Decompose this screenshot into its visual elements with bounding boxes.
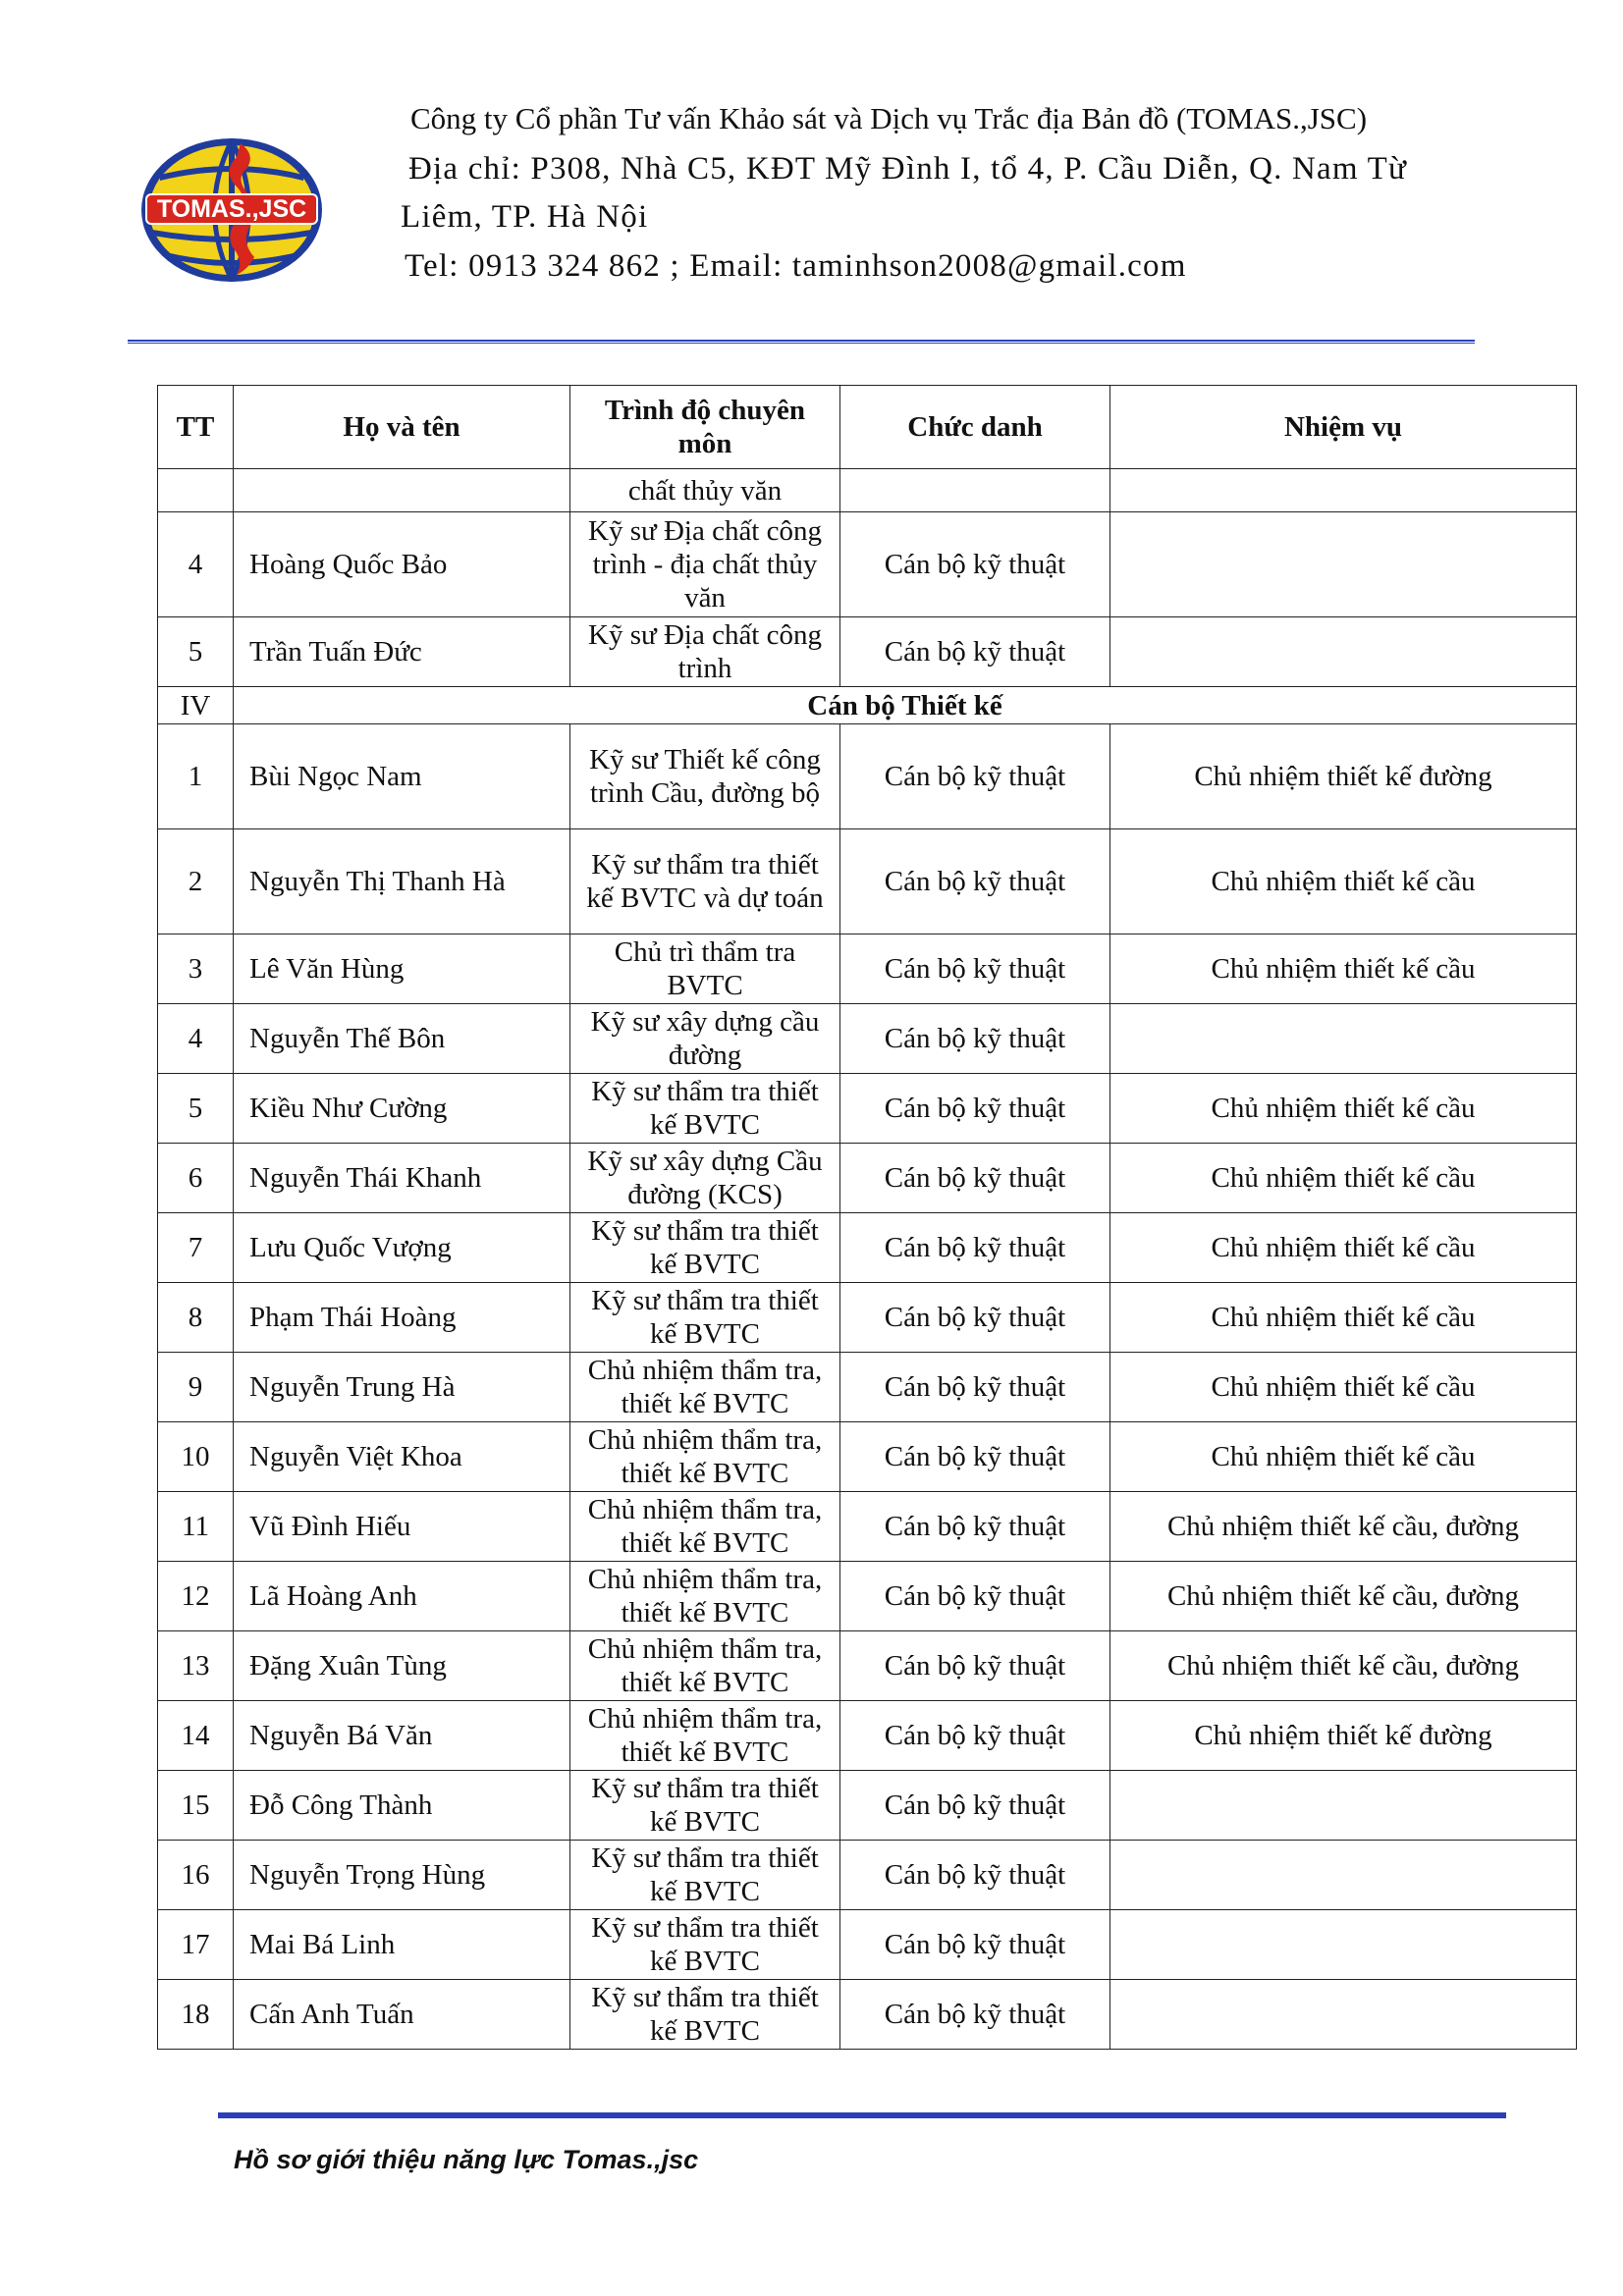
table-row <box>158 1980 1577 2050</box>
section-number: IV <box>158 687 234 724</box>
row-degree: Kỹ sư Địa chất công trình <box>570 617 840 687</box>
table-row <box>158 1701 1577 1771</box>
row-name: Đỗ Công Thành <box>234 1771 570 1841</box>
staff-table <box>157 385 1577 2050</box>
row-degree: Chủ nhiệm thẩm tra, thiết kế BVTC <box>570 1701 840 1771</box>
row-position: Cán bộ kỹ thuật <box>840 1841 1110 1910</box>
row-position: Cán bộ kỹ thuật <box>840 512 1110 617</box>
row-task <box>1110 469 1577 512</box>
svg-text:TOMAS.,JSC: TOMAS.,JSC <box>156 195 307 223</box>
row-task: Chủ nhiệm thiết kế cầu, đường <box>1110 1492 1577 1562</box>
row-degree: Kỹ sư thẩm tra thiết kế BVTC và dự toán <box>570 829 840 934</box>
footer-divider <box>218 2112 1506 2118</box>
row-tt: 9 <box>158 1353 234 1422</box>
table-row <box>158 1353 1577 1422</box>
row-task: Chủ nhiệm thiết kế cầu <box>1110 1213 1577 1283</box>
table-row <box>158 1492 1577 1562</box>
table-row <box>158 1771 1577 1841</box>
row-tt: 5 <box>158 617 234 687</box>
row-tt: 11 <box>158 1492 234 1562</box>
header-position: Chức danh <box>840 386 1110 469</box>
row-task: Chủ nhiệm thiết kế cầu <box>1110 1283 1577 1353</box>
row-degree: Kỹ sư thẩm tra thiết kế BVTC <box>570 1074 840 1144</box>
company-contact: Tel: 0913 324 862 ; Email: taminhson2008@gmail.com <box>405 248 1187 284</box>
row-position: Cán bộ kỹ thuật <box>840 1004 1110 1074</box>
row-position: Cán bộ kỹ thuật <box>840 1283 1110 1353</box>
row-tt <box>158 469 234 512</box>
section-title: Cán bộ Thiết kế <box>234 687 1577 724</box>
row-tt: 16 <box>158 1841 234 1910</box>
row-task <box>1110 617 1577 687</box>
row-tt: 6 <box>158 1144 234 1213</box>
row-name: Lã Hoàng Anh <box>234 1562 570 1631</box>
header-tt: TT <box>158 386 234 469</box>
row-degree: Chủ nhiệm thẩm tra, thiết kế BVTC <box>570 1422 840 1492</box>
row-degree: chất thủy văn <box>570 469 840 512</box>
row-task: Chủ nhiệm thiết kế cầu, đường <box>1110 1562 1577 1631</box>
table-row <box>158 1213 1577 1283</box>
row-position: Cán bộ kỹ thuật <box>840 724 1110 829</box>
company-address-line1: Địa chỉ: P308, Nhà C5, KĐT Mỹ Đình I, tổ 4, P. Cầu Diễn, Q. Nam Từ <box>408 151 1408 187</box>
table-row <box>158 1144 1577 1213</box>
row-name: Mai Bá Linh <box>234 1910 570 1980</box>
row-tt: 14 <box>158 1701 234 1771</box>
row-name: Cấn Anh Tuấn <box>234 1980 570 2050</box>
row-position: Cán bộ kỹ thuật <box>840 1144 1110 1213</box>
row-degree: Kỹ sư Thiết kế công trình Cầu, đường bộ <box>570 724 840 829</box>
header-task: Nhiệm vụ <box>1110 386 1577 469</box>
row-task: Chủ nhiệm thiết kế cầu <box>1110 1074 1577 1144</box>
row-position: Cán bộ kỹ thuật <box>840 1631 1110 1701</box>
row-tt: 2 <box>158 829 234 934</box>
row-name: Vũ Đình Hiếu <box>234 1492 570 1562</box>
row-degree: Kỹ sư thẩm tra thiết kế BVTC <box>570 1213 840 1283</box>
row-name: Nguyễn Thị Thanh Hà <box>234 829 570 934</box>
row-position: Cán bộ kỹ thuật <box>840 1353 1110 1422</box>
row-degree: Chủ nhiệm thẩm tra, thiết kế BVTC <box>570 1492 840 1562</box>
row-name: Nguyễn Bá Văn <box>234 1701 570 1771</box>
row-degree: Kỹ sư thẩm tra thiết kế BVTC <box>570 1910 840 1980</box>
row-degree: Chủ nhiệm thẩm tra, thiết kế BVTC <box>570 1353 840 1422</box>
row-task: Chủ nhiệm thiết kế cầu <box>1110 1422 1577 1492</box>
row-position: Cán bộ kỹ thuật <box>840 1422 1110 1492</box>
row-degree: Kỹ sư thẩm tra thiết kế BVTC <box>570 1283 840 1353</box>
table-row <box>158 617 1577 687</box>
row-task: Chủ nhiệm thiết kế cầu, đường <box>1110 1631 1577 1701</box>
row-name: Phạm Thái Hoàng <box>234 1283 570 1353</box>
table-row <box>158 1283 1577 1353</box>
row-name: Kiều Như Cường <box>234 1074 570 1144</box>
row-position: Cán bộ kỹ thuật <box>840 1213 1110 1283</box>
row-degree: Kỹ sư xây dựng Cầu đường (KCS) <box>570 1144 840 1213</box>
row-position: Cán bộ kỹ thuật <box>840 1980 1110 2050</box>
row-name: Lưu Quốc Vượng <box>234 1213 570 1283</box>
row-degree: Kỹ sư thẩm tra thiết kế BVTC <box>570 1771 840 1841</box>
table-row <box>158 1841 1577 1910</box>
table-row <box>158 512 1577 617</box>
row-task: Chủ nhiệm thiết kế đường <box>1110 1701 1577 1771</box>
row-degree: Kỹ sư Địa chất công trình - địa chất thủy văn <box>570 512 840 617</box>
row-task <box>1110 1841 1577 1910</box>
table-row <box>158 934 1577 1004</box>
row-tt: 3 <box>158 934 234 1004</box>
row-position: Cán bộ kỹ thuật <box>840 1074 1110 1144</box>
row-name: Lê Văn Hùng <box>234 934 570 1004</box>
table-row <box>158 829 1577 934</box>
row-name: Nguyễn Thái Khanh <box>234 1144 570 1213</box>
row-degree: Kỹ sư thẩm tra thiết kế BVTC <box>570 1841 840 1910</box>
table-row <box>158 469 1577 512</box>
footer-text: Hồ sơ giới thiệu năng lực Tomas.,jsc <box>234 2145 699 2174</box>
row-task <box>1110 1771 1577 1841</box>
row-degree: Chủ trì thẩm tra BVTC <box>570 934 840 1004</box>
row-task: Chủ nhiệm thiết kế cầu <box>1110 1353 1577 1422</box>
table-row <box>158 1631 1577 1701</box>
row-task <box>1110 1910 1577 1980</box>
row-position: Cán bộ kỹ thuật <box>840 617 1110 687</box>
row-task <box>1110 1980 1577 2050</box>
row-name: Nguyễn Trọng Hùng <box>234 1841 570 1910</box>
letterhead <box>0 0 1623 353</box>
row-name: Nguyễn Việt Khoa <box>234 1422 570 1492</box>
company-name: Công ty Cổ phần Tư vấn Khảo sát và Dịch vụ Trắc địa Bản đồ (TOMAS.,JSC) <box>410 101 1368 135</box>
header-divider <box>128 340 1475 344</box>
row-task: Chủ nhiệm thiết kế đường <box>1110 724 1577 829</box>
row-position: Cán bộ kỹ thuật <box>840 1492 1110 1562</box>
row-tt: 18 <box>158 1980 234 2050</box>
row-degree: Kỹ sư thẩm tra thiết kế BVTC <box>570 1980 840 2050</box>
row-tt: 13 <box>158 1631 234 1701</box>
row-degree: Chủ nhiệm thẩm tra, thiết kế BVTC <box>570 1631 840 1701</box>
row-tt: 4 <box>158 512 234 617</box>
row-tt: 1 <box>158 724 234 829</box>
row-task <box>1110 512 1577 617</box>
row-name: Đặng Xuân Tùng <box>234 1631 570 1701</box>
company-logo <box>138 135 325 285</box>
row-name: Bùi Ngọc Nam <box>234 724 570 829</box>
row-name <box>234 469 570 512</box>
row-tt: 5 <box>158 1074 234 1144</box>
row-tt: 7 <box>158 1213 234 1283</box>
row-degree: Chủ nhiệm thẩm tra, thiết kế BVTC <box>570 1562 840 1631</box>
row-name: Hoàng Quốc Bảo <box>234 512 570 617</box>
table-row <box>158 1910 1577 1980</box>
table-header-row <box>158 386 1577 469</box>
row-position: Cán bộ kỹ thuật <box>840 1771 1110 1841</box>
row-task: Chủ nhiệm thiết kế cầu <box>1110 934 1577 1004</box>
row-tt: 15 <box>158 1771 234 1841</box>
row-name: Nguyễn Thế Bôn <box>234 1004 570 1074</box>
row-tt: 10 <box>158 1422 234 1492</box>
row-position <box>840 469 1110 512</box>
row-tt: 4 <box>158 1004 234 1074</box>
row-task <box>1110 1004 1577 1074</box>
header-name: Họ và tên <box>234 386 570 469</box>
row-tt: 17 <box>158 1910 234 1980</box>
row-tt: 12 <box>158 1562 234 1631</box>
header-degree: Trình độ chuyên môn <box>570 386 840 469</box>
row-position: Cán bộ kỹ thuật <box>840 1701 1110 1771</box>
row-position: Cán bộ kỹ thuật <box>840 829 1110 934</box>
table-row <box>158 1074 1577 1144</box>
table-row <box>158 1422 1577 1492</box>
table-row <box>158 724 1577 829</box>
row-name: Trần Tuấn Đức <box>234 617 570 687</box>
section-row <box>158 687 1577 724</box>
row-task: Chủ nhiệm thiết kế cầu <box>1110 829 1577 934</box>
row-position: Cán bộ kỹ thuật <box>840 934 1110 1004</box>
row-name: Nguyễn Trung Hà <box>234 1353 570 1422</box>
row-degree: Kỹ sư xây dựng cầu đường <box>570 1004 840 1074</box>
row-tt: 8 <box>158 1283 234 1353</box>
row-position: Cán bộ kỹ thuật <box>840 1910 1110 1980</box>
table-row <box>158 1562 1577 1631</box>
company-address-line2: Liêm, TP. Hà Nội <box>401 199 649 235</box>
table-row <box>158 1004 1577 1074</box>
row-task: Chủ nhiệm thiết kế cầu <box>1110 1144 1577 1213</box>
row-position: Cán bộ kỹ thuật <box>840 1562 1110 1631</box>
